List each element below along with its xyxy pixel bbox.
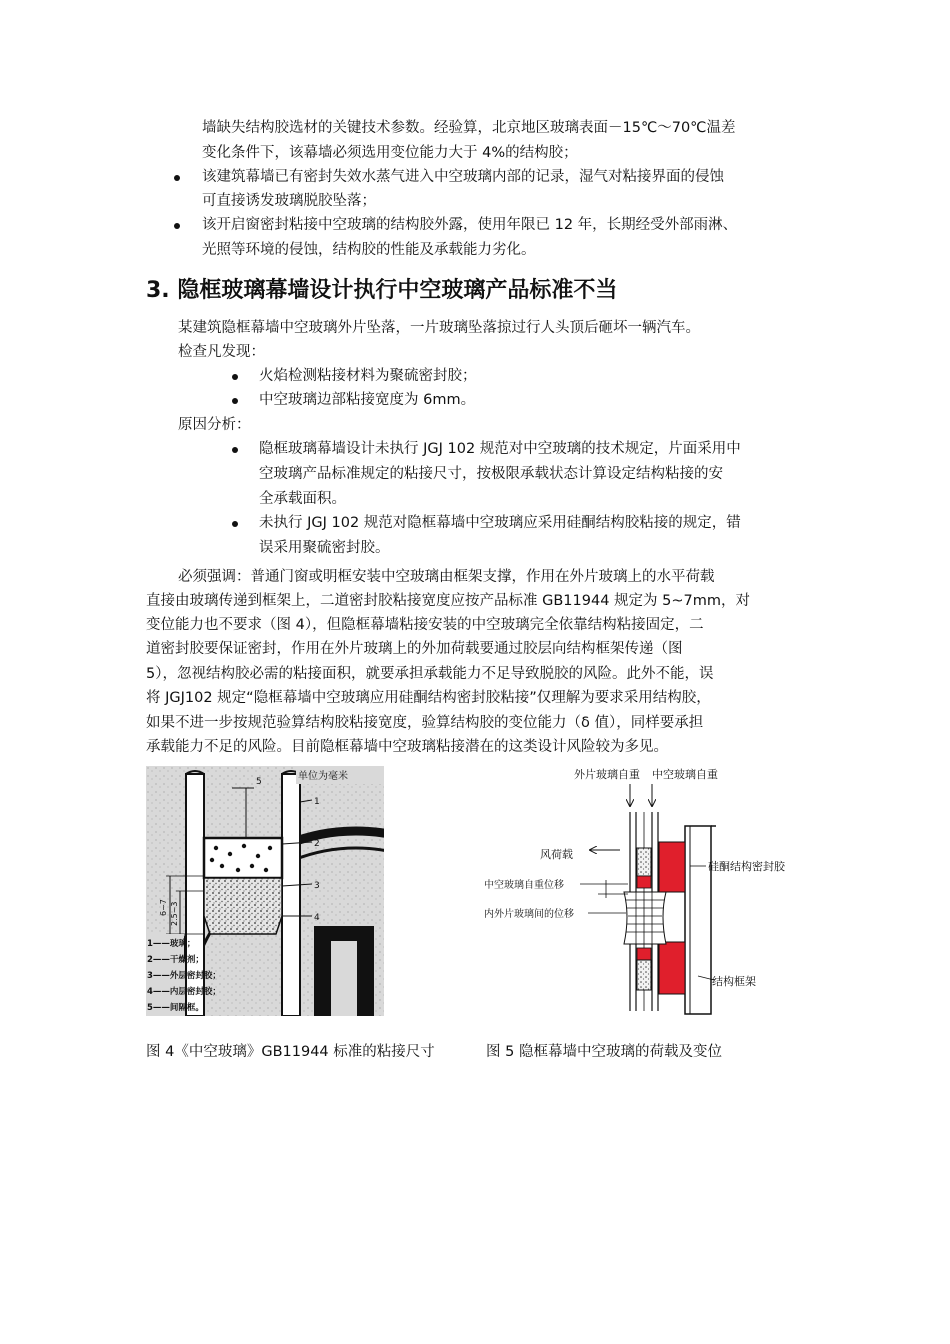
- fig5-interpane-displacement-label: 内外片玻璃间的位移: [484, 909, 574, 920]
- bullet-icon: [174, 175, 180, 181]
- fig4-legend-5: 5——间隔框。: [147, 1003, 204, 1013]
- emphasis-line-5: 5），忽视结构胶必需的粘接面积，就要承担承载能力不足导致脱胶的风险。此外不能，误: [146, 666, 714, 682]
- fig5-frame-label: 结构框架: [712, 975, 756, 988]
- cause-1-line-1: 隐框玻璃幕墙设计未执行 JGJ 102 规范对中空玻璃的技术规定，片面采用中: [259, 441, 741, 457]
- fig4-callout-2: 2: [314, 839, 320, 849]
- list-item-3-line-1: 该开启窗密封粘接中空玻璃的结构胶外露，使用年限已 12 年，长期经受外部雨淋、: [202, 217, 738, 233]
- list-item-2-line-1: 该建筑幕墙已有密封失效水蒸气进入中空玻璃内部的记录，湿气对粘接界面的侵蚀: [202, 169, 724, 185]
- emphasis-line-1: 必须强调：普通门窗或明框安装中空玻璃由框架支撑，作用在外片玻璃上的水平荷载: [178, 569, 715, 585]
- finding-2: 中空玻璃边部粘接宽度为 6mm。: [259, 392, 476, 408]
- figure-5-caption: 图 5 隐框幕墙中空玻璃的荷载及变位: [486, 1044, 722, 1060]
- finding-1: 火焰检测粘接材料为聚硫密封胶；: [259, 368, 477, 384]
- cause-2-line-2: 误采用聚硫密封胶。: [259, 540, 390, 556]
- cause-label: 原因分析：: [178, 417, 251, 433]
- list-item-2-line-2: 可直接诱发玻璃脱胶坠落；: [202, 193, 376, 209]
- fig4-dim-outer: 6~7: [159, 899, 168, 916]
- emphasis-line-8: 承载能力不足的风险。目前隐框幕墙中空玻璃粘接潜在的这类设计风险较为多见。: [146, 739, 668, 755]
- fig4-legend-3: 3——外层密封胶；: [147, 971, 221, 981]
- fig4-dim-inner: 2.5~3: [170, 901, 179, 926]
- fig5-outer-glass-weight-label: 外片玻璃自重: [574, 768, 640, 781]
- fig4-callout-3: 3: [314, 881, 320, 891]
- section-heading: 3. 隐框玻璃幕墙设计执行中空玻璃产品标准不当: [146, 278, 618, 303]
- emphasis-line-3: 变位能力也不要求（图 4），但隐框幕墙粘接安装的中空玻璃完全依靠结构粘接固定，二: [146, 617, 704, 633]
- fig5-igu-weight-label: 中空玻璃自重: [652, 768, 718, 781]
- cause-2-line-1: 未执行 JGJ 102 规范对隐框幕墙中空玻璃应采用硅酮结构胶粘接的规定，错: [259, 515, 741, 531]
- figure-4-igu-standard-dimensions: [146, 766, 384, 1016]
- intro-line-1: 某建筑隐框幕墙中空玻璃外片坠落，一片玻璃坠落掠过行人头顶后砸坏一辆汽车。: [178, 320, 700, 336]
- figure-4-caption: 图 4《中空玻璃》GB11944 标准的粘接尺寸: [146, 1044, 435, 1060]
- fig4-callout-4: 4: [314, 913, 320, 923]
- emphasis-line-4: 道密封胶要保证密封，作用在外片玻璃上的外加荷载要通过胶层向结构框架传递（图: [146, 641, 683, 657]
- bullet-icon: [232, 398, 238, 404]
- figure-5-loads-and-displacement: [480, 766, 800, 1016]
- fig4-legend-4: 4——内层密封胶；: [147, 987, 221, 997]
- list-item-1-line-1: 墙缺失结构胶选材的关键技术参数。经验算，北京地区玻璃表面－15℃～70℃温差: [202, 120, 736, 136]
- emphasis-line-6: 将 JGJ102 规定“隐框幕墙中空玻璃应用硅酮结构密封胶粘接”仅理解为要求采用结构胶，: [146, 690, 711, 706]
- fig5-igu-displacement-label: 中空玻璃自重位移: [484, 880, 564, 891]
- bullet-icon: [174, 223, 180, 229]
- fig4-callout-5: 5: [256, 777, 262, 787]
- bullet-icon: [232, 447, 238, 453]
- bullet-icon: [232, 521, 238, 527]
- emphasis-line-2: 直接由玻璃传递到框架上，二道密封胶粘接宽度应按产品标准 GB11944 规定为 5~7mm，对: [146, 593, 750, 609]
- fig4-callout-1: 1: [314, 797, 320, 807]
- fig4-legend-2: 2——干燥剂；: [147, 955, 204, 965]
- bullet-icon: [232, 374, 238, 380]
- fig4-unit-label: 单位为毫米: [298, 771, 348, 782]
- list-item-1-line-2: 变化条件下，该幕墙必须选用变位能力大于 4%的结构胶；: [202, 145, 578, 161]
- list-item-3-line-2: 光照等环境的侵蚀，结构胶的性能及承载能力劣化。: [202, 242, 536, 258]
- fig5-wind-load-label: 风荷载: [540, 848, 573, 861]
- fig4-legend-1: 1——玻璃；: [147, 939, 196, 949]
- fig5-silicone-label: 硅酮结构密封胶: [708, 860, 785, 873]
- intro-line-2: 检查凡发现：: [178, 344, 265, 360]
- emphasis-line-7: 如果不进一步按规范验算结构胶粘接宽度，验算结构胶的变位能力（δ 值），同样要承担: [146, 715, 704, 731]
- cause-1-line-2: 空玻璃产品标准规定的粘接尺寸，按极限承载状态计算设定结构粘接的安: [259, 466, 723, 482]
- cause-1-line-3: 全承载面积。: [259, 491, 346, 507]
